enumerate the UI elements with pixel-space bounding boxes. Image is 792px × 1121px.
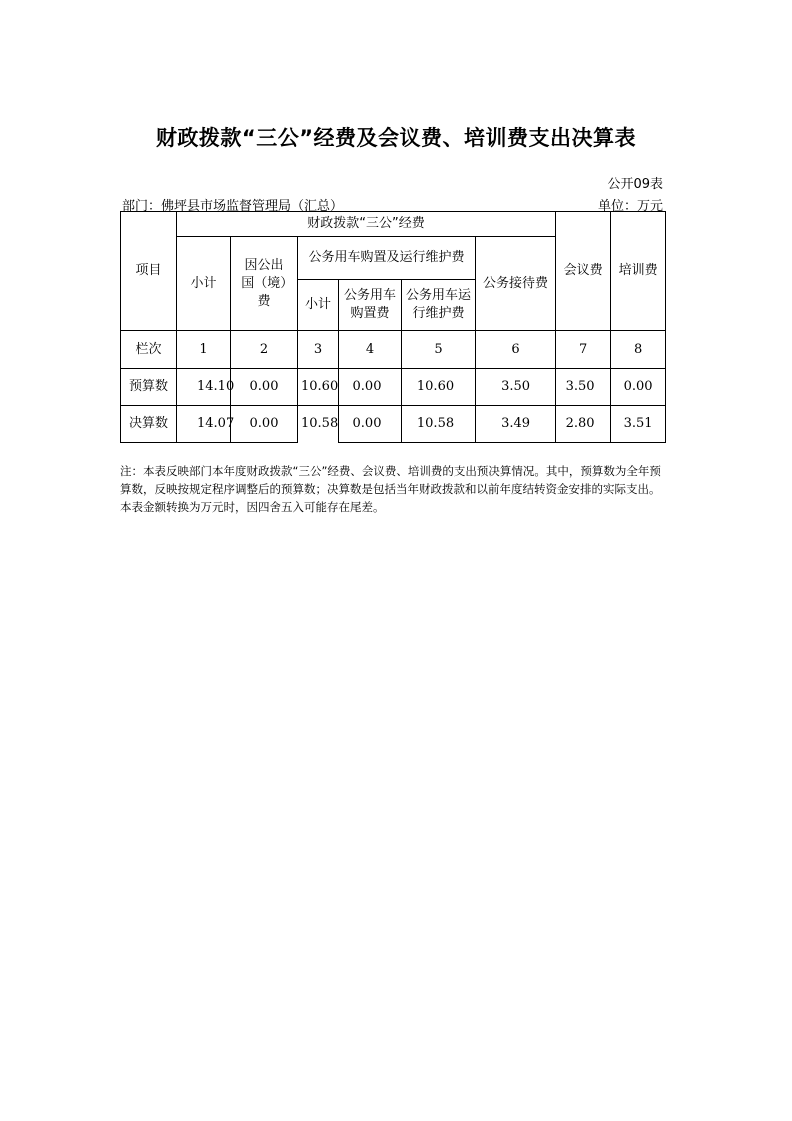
cell: 10.58 bbox=[402, 406, 476, 443]
cell: 1 bbox=[177, 331, 231, 369]
page-title: 财政拨款“三公”经费及会议费、培训费支出决算表 bbox=[155, 126, 637, 150]
cell: 7 bbox=[556, 331, 611, 369]
header-reception: 公务接待费 bbox=[476, 237, 556, 331]
cell: 14.10 bbox=[177, 369, 231, 406]
header-abroad: 因公出国（境）费 bbox=[231, 237, 298, 331]
cell: 0.00 bbox=[339, 369, 402, 406]
cell: 2 bbox=[231, 331, 298, 369]
cell: 3 bbox=[298, 331, 339, 369]
header-sangong-group: 财政拨款“三公”经费 bbox=[177, 212, 556, 237]
cell: 14.07 bbox=[177, 406, 231, 443]
header-training: 培训费 bbox=[611, 212, 666, 331]
table-note: 注：本表反映部门本年度财政拨款“三公”经费、会议费、培训费的支出预决算情况。其中，预算数为全年预算数，反映按规定程序调整后的预算数；决算数是包括当年财政拨款和以前年度结转资金安排的实际支出。本表金额转换为万元时，因四舍五入可能存在尾差。 bbox=[120, 464, 661, 514]
cell: 8 bbox=[611, 331, 666, 369]
cell: 2.80 bbox=[556, 406, 611, 443]
cell: 0.00 bbox=[231, 369, 298, 406]
header-vehicle-group: 公务用车购置及运行维护费 bbox=[298, 237, 476, 280]
header-meeting: 会议费 bbox=[556, 212, 611, 331]
unit-label: 单位：万元 bbox=[597, 199, 663, 214]
cell: 0.00 bbox=[611, 369, 666, 406]
department-label: 部门：佛坪县市场监督管理局（汇总） bbox=[122, 199, 344, 214]
cell: 0.00 bbox=[339, 406, 402, 443]
cell: 4 bbox=[339, 331, 402, 369]
header-vehicle-subtotal: 小计 bbox=[298, 280, 339, 331]
row-actual bbox=[121, 406, 666, 443]
row-label: 栏次 bbox=[121, 331, 177, 369]
row-label: 决算数 bbox=[121, 406, 177, 443]
form-code: 公开09表 bbox=[607, 177, 663, 192]
cell: 10.60 bbox=[298, 369, 339, 406]
cell: 3.50 bbox=[556, 369, 611, 406]
header-subtotal: 小计 bbox=[177, 237, 231, 331]
cell: 10.58 bbox=[298, 406, 339, 443]
cell: 0.00 bbox=[231, 406, 298, 443]
row-label: 预算数 bbox=[121, 369, 177, 406]
header-item: 项目 bbox=[121, 212, 177, 331]
cell: 5 bbox=[402, 331, 476, 369]
cell: 10.60 bbox=[402, 369, 476, 406]
header-vehicle-purchase: 公务用车购置费 bbox=[339, 280, 402, 331]
cell: 3.49 bbox=[476, 406, 556, 443]
expense-table bbox=[120, 211, 666, 443]
row-budget bbox=[121, 369, 666, 406]
header-vehicle-operation: 公务用车运行维护费 bbox=[402, 280, 476, 331]
cell: 6 bbox=[476, 331, 556, 369]
row-index bbox=[121, 331, 666, 369]
cell: 3.51 bbox=[611, 406, 666, 443]
cell: 3.50 bbox=[476, 369, 556, 406]
